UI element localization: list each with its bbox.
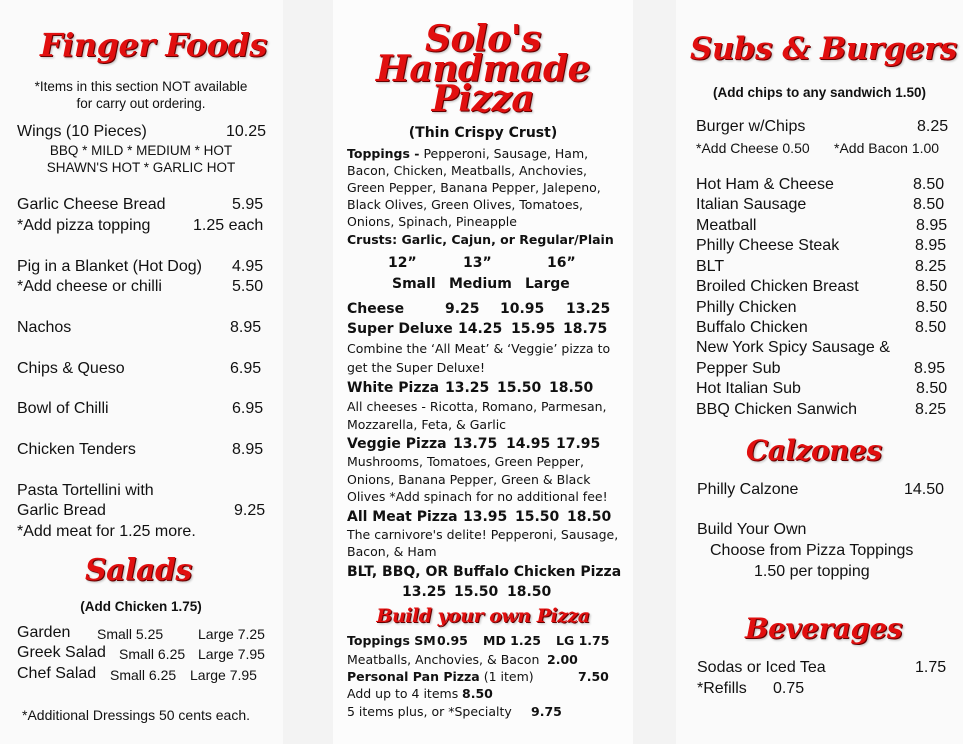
pizza-price: 18.50 — [507, 584, 552, 600]
sub-price: 8.50 — [913, 196, 945, 213]
calzone-description: 1.50 per topping — [754, 563, 870, 580]
menu-item-price: 0.75 — [773, 680, 805, 697]
sub-name: Philly Chicken — [696, 299, 797, 316]
sub-name: Hot Italian Sub — [696, 380, 801, 397]
finger-foods-heading: Finger Foods — [40, 26, 267, 64]
size-name: Small — [392, 276, 436, 292]
pizza-name: Cheese — [347, 301, 405, 317]
pizza-price: 10.95 — [500, 301, 545, 317]
finger-foods-note: for carry out ordering. — [76, 96, 206, 111]
byo-price: 8.50 — [462, 686, 493, 701]
salad-small-price: Small 6.25 — [110, 667, 177, 683]
pizza-price: 18.50 — [567, 509, 612, 525]
sub-name: Buffalo Chicken — [696, 319, 808, 336]
size-label: 16” — [547, 255, 576, 271]
menu-item-name: Garlic Bread — [17, 502, 106, 519]
byo-toppings-label: Toppings SM — [347, 633, 436, 648]
pizza-description: The carnivore's delite! Pepperoni, Sausage, — [347, 527, 619, 542]
toppings-list: Green Pepper, Banana Pepper, Jalepeno, — [347, 180, 601, 195]
menu-item-name: Garlic Cheese Bread — [17, 196, 166, 213]
byo-price: LG 1.75 — [556, 633, 610, 648]
menu-item-name: Pig in a Blanket (Hot Dog) — [17, 258, 202, 275]
menu-item-name: Chicken Tenders — [17, 441, 136, 458]
menu-item-price: 1.25 each — [193, 217, 264, 234]
pizza-price: 15.50 — [497, 380, 542, 396]
wings-flavors: SHAWN'S HOT * GARLIC HOT — [46, 160, 236, 175]
pizza-heading-line: Handmade — [375, 48, 591, 90]
pizza-price: 9.25 — [445, 301, 480, 317]
pizza-heading-line: Pizza — [431, 78, 535, 120]
salads-heading: Salads — [85, 553, 192, 588]
pizza-description: Onions, Banana Pepper, Green & Black — [347, 472, 591, 487]
salad-large-price: Large 7.95 — [190, 667, 257, 683]
menu-item-price: 8.95 — [232, 441, 264, 458]
beverages-heading: Beverages — [745, 612, 903, 645]
salad-small-price: Small 5.25 — [97, 626, 164, 642]
menu-item-name: Pasta Tortellini with — [17, 482, 154, 499]
menu-item-price: 10.25 — [226, 123, 267, 140]
menu-item-name: *Refills — [697, 680, 747, 697]
salads-note: (Add Chicken 1.75) — [80, 599, 202, 614]
size-label: 12” — [388, 255, 417, 271]
crusts-list: Crusts: Garlic, Cajun, or Regular/Plain — [347, 232, 614, 247]
sub-price: 8.95 — [916, 217, 948, 234]
menu-item-price: 6.95 — [232, 400, 264, 417]
menu-item-addon: *Add meat for 1.25 more. — [17, 523, 196, 540]
pizza-description: Bacon, & Ham — [347, 544, 437, 559]
menu-item-addon: *Add pizza topping — [17, 217, 151, 234]
salad-large-price: Large 7.25 — [198, 626, 265, 642]
salads-footer: *Additional Dressings 50 cents each. — [22, 707, 251, 723]
menu-item-price: 14.50 — [904, 481, 945, 498]
byo-meats: Meatballs, Anchovies, & Bacon — [347, 652, 540, 667]
sub-name: Pepper Sub — [696, 360, 781, 377]
menu-item-price: 1.75 — [915, 659, 947, 676]
pizza-price: 18.75 — [563, 321, 608, 337]
pizza-price: 14.25 — [458, 321, 503, 337]
pizza-name: BLT, BBQ, OR Buffalo Chicken Pizza — [347, 564, 622, 580]
menu-item-name: Sodas or Iced Tea — [697, 659, 826, 676]
pizza-heading-line: Solo's — [425, 18, 541, 60]
sub-price: 8.50 — [915, 319, 947, 336]
menu-item-name: Philly Calzone — [697, 481, 799, 498]
pizza-price: 13.95 — [463, 509, 508, 525]
menu-item-addon: *Add cheese or chilli — [17, 278, 162, 295]
byo-price: MD 1.25 — [483, 633, 542, 648]
subs-note: (Add chips to any sandwich 1.50) — [712, 85, 927, 100]
menu-item-price: 9.25 — [234, 502, 266, 519]
salad-small-price: Small 6.25 — [119, 646, 186, 662]
sub-name: Meatball — [696, 217, 757, 234]
pizza-description: get the Super Deluxe! — [347, 360, 486, 375]
byo-price: 9.75 — [531, 704, 562, 719]
pizza-price: 13.75 — [453, 436, 498, 452]
pizza-price: 13.25 — [445, 380, 490, 396]
size-name: Medium — [449, 276, 512, 292]
byo-option: 5 items plus, or *Specialty — [347, 704, 512, 719]
menu-item-name: Nachos — [17, 319, 72, 336]
sub-name: Philly Cheese Steak — [696, 237, 840, 254]
pizza-description: All cheeses - Ricotta, Romano, Parmesan, — [347, 399, 607, 414]
menu-item-addon: *Add Cheese 0.50 — [696, 140, 810, 156]
menu-item-price: 5.50 — [232, 278, 264, 295]
pizza-name: Super Deluxe — [347, 321, 453, 337]
sub-name: BBQ Chicken Sanwich — [696, 401, 857, 418]
pizza-description: Olives *Add spinach for no additional fee! — [347, 489, 608, 504]
pizza-name: Veggie Pizza — [347, 436, 447, 452]
pizza-price: 13.25 — [402, 584, 447, 600]
menu-item-name: Burger w/Chips — [696, 118, 806, 135]
pizza-price: 13.25 — [566, 301, 611, 317]
pizza-description: Mozzarella, Feta, & Garlic — [347, 417, 507, 432]
pizza-price: 15.50 — [515, 509, 560, 525]
salad-name: Chef Salad — [17, 665, 97, 682]
sub-price: 8.95 — [915, 237, 947, 254]
menu-item-addon: *Add Bacon 1.00 — [834, 140, 940, 156]
pizza-price: 15.50 — [454, 584, 499, 600]
size-label: 13” — [463, 255, 492, 271]
byo-price: 2.00 — [547, 652, 578, 667]
finger-foods-note: *Items in this section NOT available — [34, 79, 248, 94]
calzone-description: Choose from Pizza Toppings — [710, 542, 914, 559]
menu-item-price: 5.95 — [232, 196, 264, 213]
salad-name: Garden — [17, 624, 71, 641]
menu-item-name: Wings (10 Pieces) — [17, 123, 147, 140]
sub-name: Hot Ham & Cheese — [696, 176, 834, 193]
pizza-price: 18.50 — [549, 380, 594, 396]
byo-price: 0.95 — [437, 633, 468, 648]
sub-price: 8.25 — [915, 401, 947, 418]
pizza-name: All Meat Pizza — [347, 509, 458, 525]
crust-note: (Thin Crispy Crust) — [408, 125, 558, 141]
sub-price: 8.50 — [916, 380, 948, 397]
pizza-description: Combine the ‘All Meat’ & ‘Veggie’ pizza to — [347, 341, 611, 356]
pizza-price: 15.95 — [511, 321, 556, 337]
pan-pizza-qualifier: (1 item) — [483, 669, 534, 684]
pizza-description: Mushrooms, Tomatoes, Green Pepper, — [347, 454, 584, 469]
toppings-list: Black Olives, Green Olives, Tomatoes, — [347, 197, 584, 212]
menu-item-name: Bowl of Chilli — [17, 400, 109, 417]
calzones-heading: Calzones — [746, 434, 882, 467]
build-your-own-heading: Build your own Pizza — [376, 605, 590, 627]
size-name: Large — [525, 276, 570, 292]
pizza-price: 14.95 — [506, 436, 551, 452]
sub-name: New York Spicy Sausage & — [696, 339, 890, 356]
pizza-price: 17.95 — [556, 436, 601, 452]
sub-price: 8.50 — [916, 299, 948, 316]
byo-price: 7.50 — [578, 669, 609, 684]
sub-price: 8.50 — [916, 278, 948, 295]
salad-large-price: Large 7.95 — [198, 646, 265, 662]
toppings-list: Pepperoni, Sausage, Ham, — [423, 146, 589, 161]
toppings-list: Onions, Spinach, Pineapple — [347, 214, 517, 229]
subs-heading: Subs & Burgers — [690, 31, 957, 67]
salad-name: Greek Salad — [17, 644, 106, 661]
menu-item-name: Chips & Queso — [17, 360, 125, 377]
menu-item-price: 4.95 — [232, 258, 264, 275]
toppings-list: Bacon, Chicken, Meatballs, Anchovies, — [347, 163, 587, 178]
pizza-name: White Pizza — [347, 380, 440, 396]
sub-name: BLT — [696, 258, 725, 275]
toppings-label: Toppings - — [347, 146, 420, 161]
sub-name: Italian Sausage — [696, 196, 807, 213]
byo-option: Add up to 4 items — [347, 686, 459, 701]
sub-price: 8.50 — [913, 176, 945, 193]
menu-item-price: 6.95 — [230, 360, 262, 377]
menu-item-price: 8.25 — [917, 118, 949, 135]
menu-item-price: 8.95 — [230, 319, 262, 336]
pan-pizza-name: Personal Pan Pizza — [347, 669, 480, 684]
menu-item-name: Build Your Own — [697, 521, 807, 538]
wings-flavors: BBQ * MILD * MEDIUM * HOT — [49, 143, 233, 158]
sub-price: 8.25 — [915, 258, 947, 275]
sub-price: 8.95 — [914, 360, 946, 377]
sub-name: Broiled Chicken Breast — [696, 278, 859, 295]
